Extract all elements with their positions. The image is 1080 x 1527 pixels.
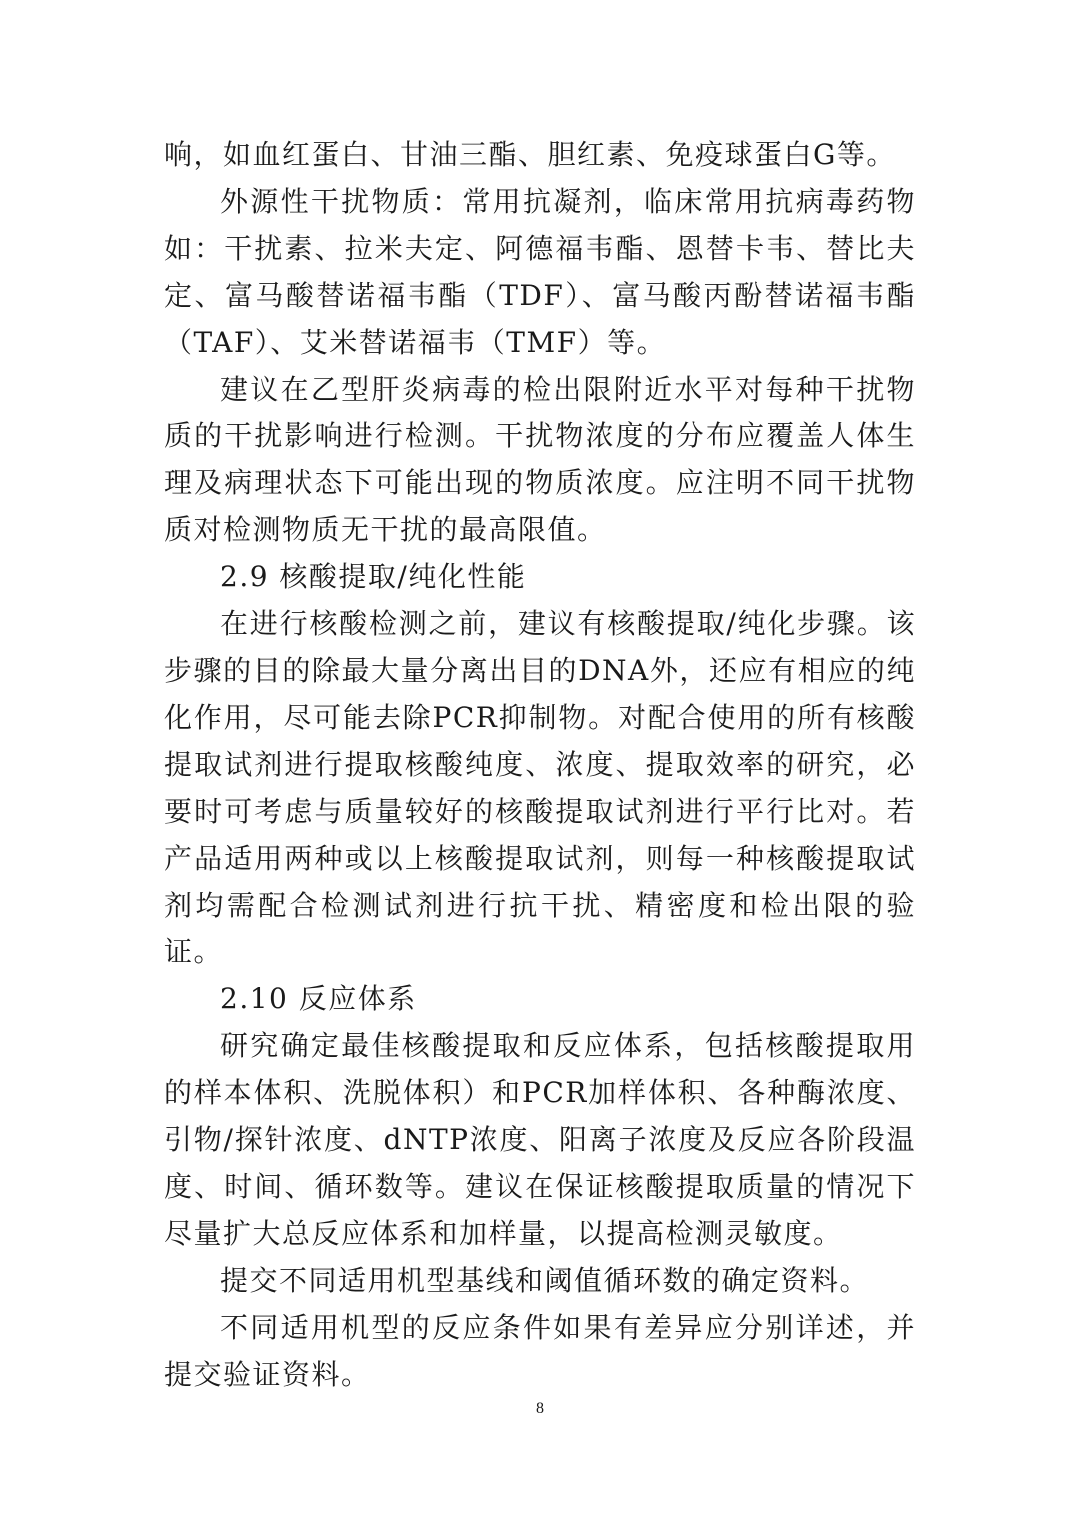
document-body [164, 132, 916, 1398]
paragraph-interference-testing: 建议在乙型肝炎病毒的检出限附近水平对每种干扰物质的干扰影响进行检测。干扰物浓度的分布应覆盖人体生理及病理状态下可能出现的物质浓度。应注明不同干扰物质对检测物质无干扰的最高限值。 [164, 372, 916, 547]
section-heading-2-9: 2.9 核酸提取/纯化性能 [220, 560, 527, 594]
paragraph-baseline-threshold: 提交不同适用机型基线和阈值循环数的确定资料。 [220, 1263, 870, 1297]
page-number: 8 [536, 1400, 544, 1417]
paragraph-continued: 响，如血红蛋白、甘油三酯、胆红素、免疫球蛋白G等。 [164, 138, 896, 171]
paragraph-instrument-conditions: 不同适用机型的反应条件如果有差异应分别详述，并提交验证资料。 [164, 1310, 916, 1391]
section-heading-2-10: 2.10 反应体系 [220, 982, 417, 1016]
paragraph-nucleic-acid-extraction: 在进行核酸检测之前，建议有核酸提取/纯化步骤。该步骤的目的除最大量分离出目的DNA外，还应有相应的纯化作用，尽可能去除PCR抑制物。对配合使用的所有核酸提取试剂进行提取核酸纯度、浓度、提取效率的研究，必要时可考虑与质量较好的核酸提取试剂进行平行比对。若产品适用两种或以上核酸提取试剂，则每一种核酸提取试剂均需配合检测试剂进行抗干扰、精密度和检出限的验证。 [164, 607, 916, 969]
paragraph-reaction-system: 研究确定最佳核酸提取和反应体系，包括核酸提取用的样本体积、洗脱体积）和PCR加样体积、各种酶浓度、引物/探针浓度、dNTP浓度、阳离子浓度及反应各阶段温度、时间、循环数等。建议在保证核酸提取质量的情况下尽量扩大总反应体系和加样量，以提高检测灵敏度。 [164, 1029, 916, 1250]
paragraph-exogenous-interferents: 外源性干扰物质：常用抗凝剂，临床常用抗病毒药物如：干扰素、拉米夫定、阿德福韦酯、恩替卡韦、替比夫定、富马酸替诺福韦酯（TDF）、富马酸丙酚替诺福韦酯（TAF）、艾米替诺福韦（TMF）等。 [164, 184, 916, 359]
